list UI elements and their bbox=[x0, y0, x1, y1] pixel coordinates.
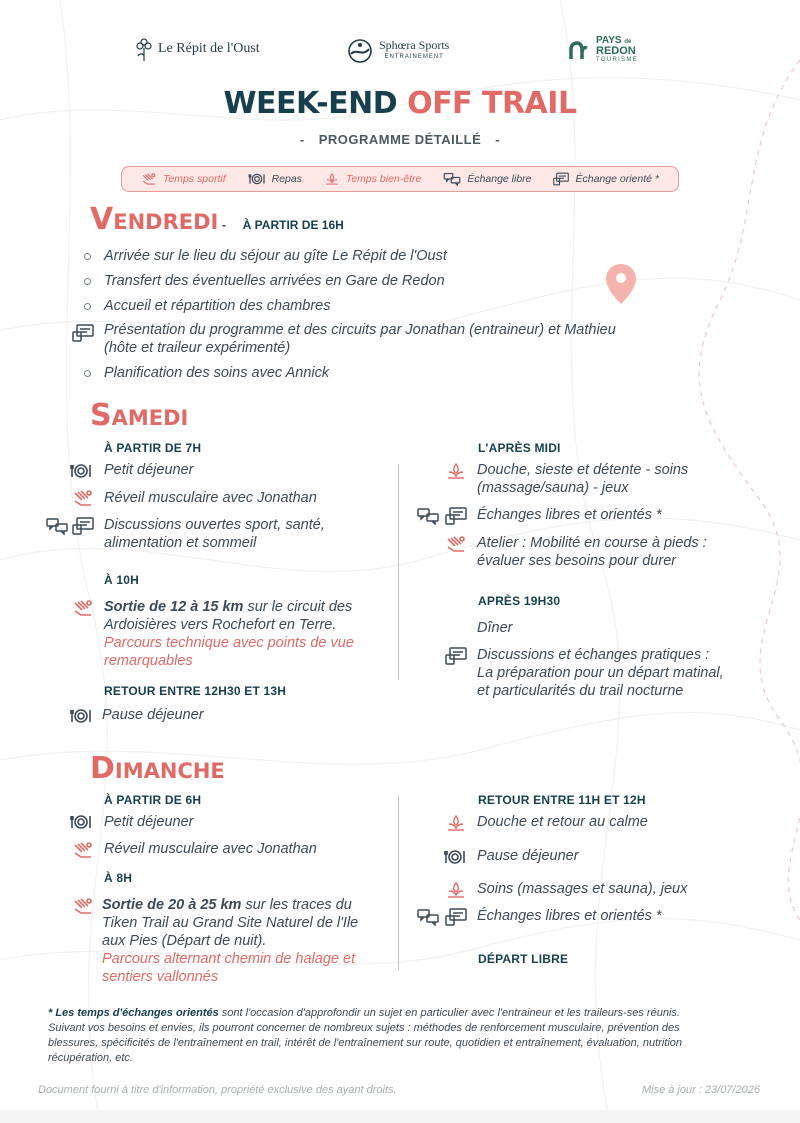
saturday-spa-2: (massage/sauna) - jeux bbox=[477, 480, 629, 496]
slides-icon bbox=[445, 908, 467, 926]
sunday-breakfast: Petit déjeuner bbox=[104, 814, 194, 830]
friday-rest: ENDREDI bbox=[113, 210, 219, 234]
saturday-practical-1: Discussions et échanges pratiques : bbox=[477, 647, 710, 663]
column-divider bbox=[398, 795, 399, 970]
sunday-lunch: Pause déjeuner bbox=[477, 848, 579, 864]
saturday-dinner: Dîner bbox=[477, 620, 513, 636]
bullet-icon bbox=[84, 370, 91, 377]
saturday-practical-3: et particularités du trail nocturne bbox=[477, 683, 684, 699]
spa-icon bbox=[445, 881, 467, 899]
saturday-run-1 bbox=[104, 598, 352, 616]
saturday-cap: S bbox=[90, 398, 112, 433]
bullet-icon bbox=[84, 303, 91, 310]
slides-icon bbox=[72, 517, 94, 535]
logo-sphaera-text: Sphœra Sports bbox=[379, 38, 450, 52]
runner-icon bbox=[141, 172, 157, 186]
subtitle-text: PROGRAMME DÉTAILLÉ bbox=[318, 132, 482, 147]
saturday-run-rest: sur le circuit des bbox=[243, 599, 353, 615]
slides-icon bbox=[445, 647, 467, 665]
slides-icon bbox=[553, 172, 569, 186]
sunday-run-1 bbox=[102, 896, 352, 914]
friday-time bbox=[222, 218, 344, 232]
sunday-warmup: Réveil musculaire avec Jonathan bbox=[104, 841, 317, 857]
sunday-cap: D bbox=[90, 751, 115, 786]
map-pin-icon bbox=[604, 262, 638, 306]
legend-item-guided-exchange bbox=[553, 172, 658, 186]
sphaera-logo-icon bbox=[347, 38, 373, 64]
sunday-exchanges: Échanges libres et orientés * bbox=[477, 908, 662, 924]
sunday-run-4: Parcours alternant chemin de halage et bbox=[102, 951, 356, 967]
footnote-line-1: sont l'occasion d'approfondir un sujet en particulier avec l'entraineur et les traileurs-ses réunis. bbox=[218, 1007, 680, 1019]
saturday-run-2: Ardoisières vers Rochefort en Terre. bbox=[104, 617, 337, 633]
friday-item-1: Arrivée sur le lieu du séjour au gîte Le Répit de l'Oust bbox=[104, 248, 447, 264]
bullet-icon bbox=[84, 278, 91, 285]
friday-item-5: Planification des soins avec Annick bbox=[104, 365, 330, 381]
saturday-spa-1: Douche, sieste et détente - soins bbox=[477, 462, 689, 478]
spa-icon bbox=[445, 814, 467, 832]
saturday-left-heading-1: À PARTIR DE 7H bbox=[104, 441, 202, 455]
flower-icon bbox=[136, 36, 152, 62]
legend-label-wellbeing: Temps bien-être bbox=[345, 173, 422, 185]
logo-sphaera-sports bbox=[347, 38, 449, 64]
meal-icon bbox=[70, 462, 92, 480]
meal-icon bbox=[70, 813, 92, 831]
redon-logo-icon bbox=[568, 40, 590, 62]
legend-item-meal bbox=[248, 172, 302, 186]
saturday-right-heading-1: L'APRÈS MIDI bbox=[478, 441, 561, 455]
slides-icon bbox=[445, 507, 467, 525]
spa-icon bbox=[324, 172, 340, 186]
saturday-run-3: Parcours technique avec points de vue bbox=[104, 635, 354, 651]
saturday-right-heading-2: APRÈS 19H30 bbox=[478, 594, 561, 608]
saturday-practical-2: La préparation pour un départ matinal, bbox=[477, 665, 724, 681]
sunday-shower: Douche et retour au calme bbox=[477, 814, 648, 830]
saturday-lunch: Pause déjeuner bbox=[102, 707, 204, 723]
chat-icon bbox=[443, 172, 461, 186]
logo-sphaera-sub: ENTRAINEMENT bbox=[384, 54, 444, 60]
logo-tourisme: TOURISME bbox=[596, 57, 638, 63]
meal-icon bbox=[444, 848, 466, 866]
saturday-left-heading-3: RETOUR ENTRE 12H30 ET 13H bbox=[104, 684, 287, 698]
friday-item-2: Transfert des éventuelles arrivées en Gare de Redon bbox=[104, 273, 445, 289]
legend-label-guided-exchange: Échange orienté * bbox=[575, 173, 659, 185]
logo-de: de bbox=[624, 39, 632, 45]
sunday-right-heading-2: DÉPART LIBRE bbox=[478, 952, 569, 966]
friday-dash: - bbox=[222, 218, 226, 232]
saturday-breakfast: Petit déjeuner bbox=[104, 462, 194, 478]
sunday-run-5: sentiers vallonnés bbox=[102, 969, 219, 985]
runner-icon bbox=[72, 897, 94, 915]
meal-icon bbox=[248, 172, 266, 186]
sunday-left-heading-1: À PARTIR DE 6H bbox=[104, 793, 202, 807]
bullet-icon bbox=[84, 253, 91, 260]
saturday-discussion-1: Discussions ouvertes sport, santé, bbox=[104, 517, 325, 533]
column-divider bbox=[398, 464, 399, 680]
legend-label-meal: Repas bbox=[271, 173, 302, 185]
spa-icon bbox=[445, 462, 467, 480]
legend-item-wellbeing bbox=[324, 172, 421, 186]
logo-pays-de-redon bbox=[568, 36, 638, 65]
footer-bar bbox=[0, 1110, 800, 1123]
sunday-rest: IMANCHE bbox=[114, 759, 225, 783]
saturday-warmup: Réveil musculaire avec Jonathan bbox=[104, 490, 317, 506]
logo-repit-text: Le Répit de l'Oust bbox=[158, 41, 260, 56]
sunday-spa: Soins (massages et sauna), jeux bbox=[477, 881, 688, 897]
legend-label-free-exchange: Échange libre bbox=[467, 173, 532, 185]
meal-icon bbox=[70, 707, 92, 725]
friday-cap: V bbox=[90, 202, 114, 237]
saturday-atelier-2: évaluer ses besoins pour durer bbox=[477, 553, 677, 569]
saturday-run-4: remarquables bbox=[104, 653, 193, 669]
subtitle-dash-right: - bbox=[495, 132, 501, 147]
footer-disclaimer: Document fourni à titre d'information, propriété exclusive des ayant droits. bbox=[38, 1084, 397, 1096]
footer-update-date: Mise à jour : 23/07/2026 bbox=[641, 1084, 760, 1096]
friday-time-text: À PARTIR DE 16H bbox=[242, 218, 344, 232]
sunday-run-3: aux Pies (Départ de nuit). bbox=[102, 933, 267, 949]
runner-icon bbox=[72, 599, 94, 617]
logo-redon: REDON bbox=[596, 45, 636, 57]
saturday-rest: AMEDI bbox=[111, 406, 189, 430]
slides-icon bbox=[72, 324, 94, 342]
title-part2: OFF TRAIL bbox=[407, 86, 577, 121]
legend-bar bbox=[121, 166, 679, 192]
saturday-left-heading-2: À 10H bbox=[104, 573, 140, 587]
logo-pays: PAYS bbox=[596, 35, 622, 46]
sunday-run-bold: Sortie de 20 à 25 km bbox=[102, 897, 242, 913]
sunday-right-heading-1: RETOUR ENTRE 11H ET 12H bbox=[478, 793, 646, 807]
chat-icon bbox=[417, 908, 439, 926]
friday-item-3: Accueil et répartition des chambres bbox=[104, 298, 331, 314]
legend-item-free-exchange bbox=[443, 172, 531, 186]
saturday-run-bold: Sortie de 12 à 15 km bbox=[104, 599, 244, 615]
runner-icon bbox=[445, 535, 467, 553]
day-title-saturday bbox=[90, 398, 188, 433]
footnote-line-4: récupération, etc. bbox=[48, 1052, 133, 1064]
footnote-bold: * Les temps d'échanges orientés bbox=[48, 1007, 219, 1019]
logo-repit-de-loust bbox=[136, 36, 260, 62]
saturday-discussion-2: alimentation et sommeil bbox=[104, 535, 257, 551]
title-part1: WEEK-END bbox=[223, 86, 408, 121]
saturday-atelier-1: Atelier : Mobilité en course à pieds : bbox=[477, 535, 707, 551]
runner-icon bbox=[72, 841, 94, 859]
subtitle-dash-left: - bbox=[299, 132, 305, 147]
footnote bbox=[48, 1006, 760, 1066]
saturday-exchanges: Échanges libres et orientés * bbox=[477, 507, 662, 523]
sunday-run-rest: sur les traces du bbox=[241, 897, 352, 913]
runner-icon bbox=[72, 489, 94, 507]
legend-label-sport: Temps sportif bbox=[162, 173, 226, 185]
page-title bbox=[0, 86, 800, 121]
footnote-line-2: Suivant vos besoins et envies, ils pourront concerner de nombreux sujets : méthodes de renforcement musculaire, prévention des bbox=[48, 1022, 680, 1034]
friday-item-4: Présentation du programme et des circuits par Jonathan (entraineur) et Mathieu bbox=[104, 322, 616, 338]
page-subtitle bbox=[0, 132, 800, 147]
day-title-friday bbox=[90, 202, 218, 237]
sunday-left-heading-2: À 8H bbox=[104, 871, 133, 885]
chat-icon bbox=[417, 507, 439, 525]
footnote-line-3: blessures, spécificités de l'entraînement en trail, intérêt de l'entraînement sur route, quotidien et entraînement, évaluation, nutrition bbox=[48, 1037, 683, 1049]
sunday-run-2: Tiken Trail au Grand Site Naturel de l'Ile bbox=[102, 915, 359, 931]
chat-icon bbox=[46, 517, 68, 535]
friday-item-4b: (hôte et traileur expérimenté) bbox=[104, 340, 291, 356]
legend-item-sport bbox=[141, 172, 226, 186]
day-title-sunday bbox=[90, 751, 225, 786]
